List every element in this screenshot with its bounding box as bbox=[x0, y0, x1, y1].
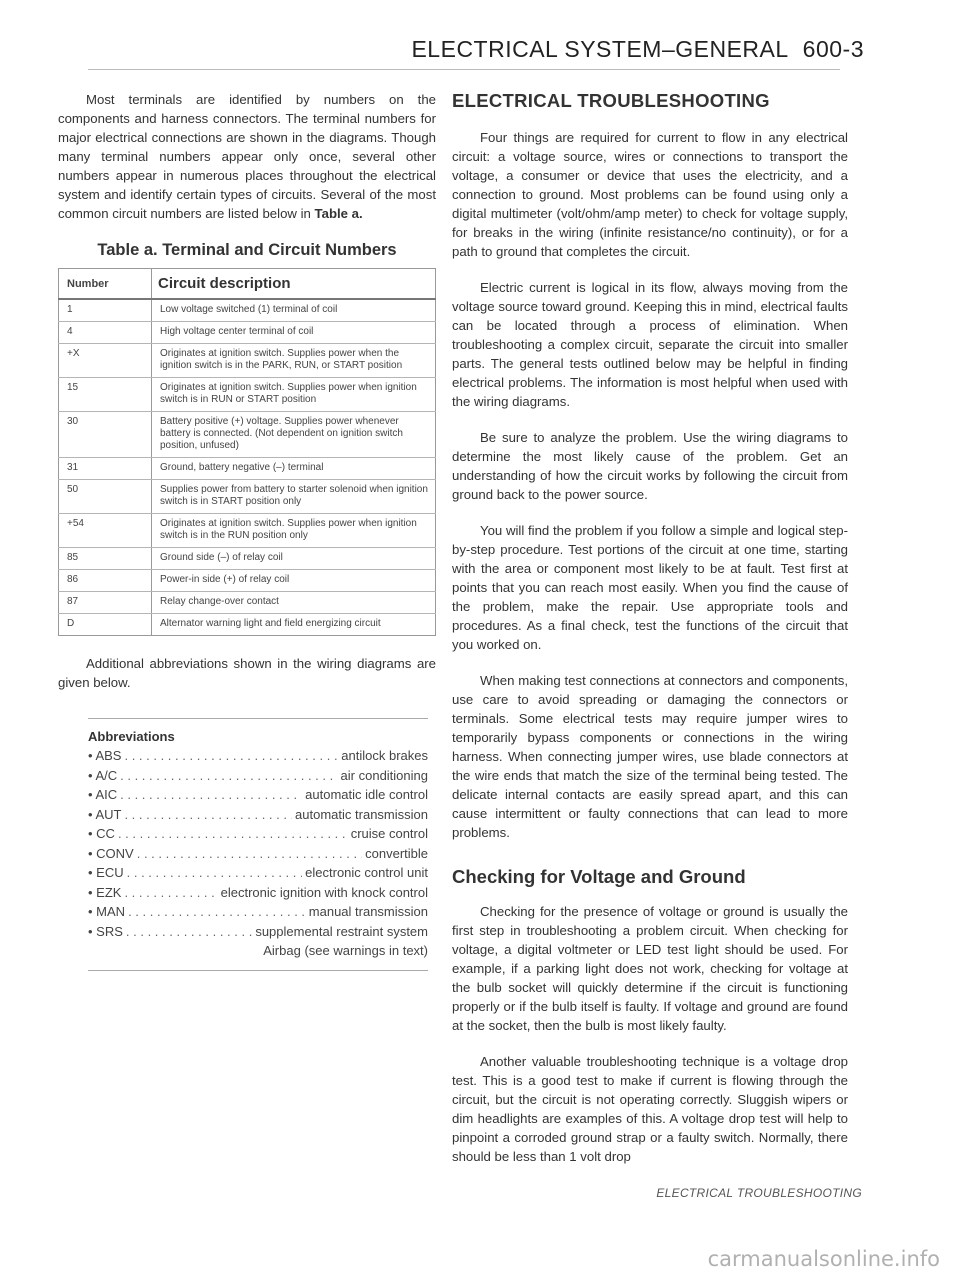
terminal-number: D bbox=[59, 614, 152, 636]
header-title: ELECTRICAL SYSTEM–GENERAL bbox=[411, 36, 789, 62]
abbreviation-item bbox=[88, 844, 428, 864]
abbreviation-value: electronic control unit bbox=[305, 865, 428, 880]
abbreviation-value: air conditioning bbox=[340, 767, 428, 783]
abbreviation-value: automatic idle control bbox=[305, 787, 428, 802]
abbreviation-key: • CONV bbox=[88, 845, 134, 861]
abbreviation-key: • A/C bbox=[88, 767, 118, 783]
table-body bbox=[59, 299, 436, 636]
table-row bbox=[59, 412, 436, 458]
paragraph-gap bbox=[452, 411, 848, 428]
abbreviation-item bbox=[88, 863, 428, 883]
header-rule bbox=[88, 69, 840, 70]
circuit-description: Low voltage switched (1) terminal of coil bbox=[152, 299, 436, 322]
abbreviation-item bbox=[88, 785, 428, 805]
circuit-description: Originates at ignition switch. Supplies power when ignition switch is in the RUN position only bbox=[152, 514, 436, 548]
abbreviation-continuation: Airbag (see warnings in text) bbox=[263, 943, 428, 958]
abbreviation-item bbox=[88, 883, 428, 903]
abbreviation-value: electronic ignition with knock control bbox=[220, 884, 428, 900]
intro-text: Most terminals are identified by numbers on the components and harness connectors. The terminal numbers for major electrical connections are shown in the diagrams. Though many terminal numbers appear only once, several other numbers appear in numerous places throughout the electrical system and identify certain types of circuits. Several of the most common circuit numbers are listed below in bbox=[58, 92, 436, 221]
terminal-number: 15 bbox=[59, 378, 152, 412]
abbreviation-value: convertible bbox=[365, 845, 428, 861]
abbreviation-value: supplemental restraint system bbox=[255, 923, 428, 939]
leader-dots bbox=[126, 922, 252, 942]
terminal-number: 1 bbox=[59, 299, 152, 322]
intro-table-ref: Table a. bbox=[314, 206, 363, 221]
paragraph-gap bbox=[452, 1035, 848, 1052]
circuit-description: Supplies power from battery to starter solenoid when ignition switch is in START position only bbox=[152, 480, 436, 514]
circuit-description: Originates at ignition switch. Supplies power when the ignition switch is in the PARK, RUN, or START position bbox=[152, 344, 436, 378]
abbreviation-intro: Additional abbreviations shown in the wiring diagrams are given below. bbox=[58, 656, 436, 690]
abbreviation-key: • ABS bbox=[88, 748, 122, 763]
table-row bbox=[59, 614, 436, 636]
circuit-description: Battery positive (+) voltage. Supplies power whenever battery is connected. (Not dependent on ignition switch position, unfused) bbox=[152, 412, 436, 458]
paragraph-gap bbox=[452, 261, 848, 278]
abbreviation-item bbox=[88, 922, 428, 942]
body-paragraph: When making test connections at connectors and components, use care to avoid spreading or damaging the connectors or terminals. Some electrical tests may require jumper wires to temporarily bypass components or connections in the wiring harness. When connecting jumper wires, use blade connectors at the wire ends that match the size of the terminal being tested. The delicate internal contacts are easily spread apart, and this can cause intermittent or faulty connections that can lead to more problems. bbox=[452, 673, 848, 840]
terminal-number: 30 bbox=[59, 412, 152, 458]
section-title: ELECTRICAL TROUBLESHOOTING bbox=[452, 90, 770, 111]
terminal-number: 50 bbox=[59, 480, 152, 514]
circuit-description: Alternator warning light and field energizing circuit bbox=[152, 614, 436, 636]
abbreviation-item bbox=[88, 746, 428, 766]
abbreviation-item bbox=[88, 805, 428, 825]
leader-dots bbox=[118, 824, 348, 844]
terminal-number: 87 bbox=[59, 592, 152, 614]
abbreviation-value: cruise control bbox=[350, 826, 428, 841]
body-paragraph: You will find the problem if you follow a simple and logical step-by-step procedure. Test portions of the circuit at one time, starting with the area or component most likely to be at fault. Test first at points that you can reach most easily. When you find the cause of the problem, make the repair. Use appropriate tools and procedures. As a final check, test the functions of the circuit that you worked on. bbox=[452, 523, 848, 652]
abbreviations-title: Abbreviations bbox=[88, 729, 175, 744]
body-paragraph: Another valuable troubleshooting technique is a voltage drop test. This is a good test to make if current is flowing through the circuit, but the circuit is not operating correctly. Sluggish wipers or dim headlights are examples of this. A voltage drop test will help to pinpoint a corroded ground strap or a faulty switch. Normally, there should be less than 1 volt drop bbox=[452, 1054, 848, 1164]
voltage-ground-paragraphs bbox=[452, 902, 848, 1166]
table-row bbox=[59, 514, 436, 548]
paragraph-gap bbox=[452, 654, 848, 671]
table-row bbox=[59, 344, 436, 378]
terminal-table bbox=[58, 268, 436, 636]
leader-dots bbox=[128, 902, 306, 922]
left-column bbox=[58, 90, 436, 971]
abbreviation-value: automatic transmission bbox=[295, 806, 428, 822]
circuit-description: Originates at ignition switch. Supplies power when ignition switch is in RUN or START position bbox=[152, 378, 436, 412]
abbreviations-top-rule bbox=[88, 718, 428, 719]
table-row bbox=[59, 299, 436, 322]
header-description: Circuit description bbox=[152, 269, 436, 300]
abbreviation-key: • EZK bbox=[88, 884, 122, 900]
circuit-description: Relay change-over contact bbox=[152, 592, 436, 614]
terminal-number: 4 bbox=[59, 322, 152, 344]
table-row bbox=[59, 322, 436, 344]
header-number: Number bbox=[59, 269, 152, 300]
leader-dots bbox=[124, 805, 292, 825]
right-column bbox=[452, 88, 848, 1166]
circuit-description: Ground side (–) of relay coil bbox=[152, 548, 436, 570]
leader-dots bbox=[137, 844, 362, 864]
table-row bbox=[59, 480, 436, 514]
table-row bbox=[59, 378, 436, 412]
running-header bbox=[411, 36, 864, 63]
circuit-description: High voltage center terminal of coil bbox=[152, 322, 436, 344]
abbreviation-item bbox=[88, 766, 428, 786]
circuit-description: Ground, battery negative (–) terminal bbox=[152, 458, 436, 480]
running-footer: ELECTRICAL TROUBLESHOOTING bbox=[656, 1186, 862, 1200]
terminal-number: 86 bbox=[59, 570, 152, 592]
abbreviation-item bbox=[88, 902, 428, 922]
table-header-row bbox=[59, 269, 436, 300]
terminal-number: +X bbox=[59, 344, 152, 378]
troubleshooting-paragraphs bbox=[452, 128, 848, 842]
table-row bbox=[59, 592, 436, 614]
page-number: 600-3 bbox=[802, 36, 864, 62]
abbreviation-key: • MAN bbox=[88, 904, 126, 919]
abbreviation-key: • SRS bbox=[88, 923, 123, 939]
table-row bbox=[59, 570, 436, 592]
abbreviation-key: • AIC bbox=[88, 787, 118, 802]
intro-paragraph bbox=[58, 90, 436, 223]
leader-dots bbox=[120, 766, 337, 786]
leader-dots bbox=[124, 746, 338, 766]
abbreviations-list bbox=[88, 746, 428, 941]
table-row bbox=[59, 548, 436, 570]
abbreviation-value: manual transmission bbox=[308, 904, 428, 919]
abbreviation-value: antilock brakes bbox=[341, 748, 428, 763]
paragraph-gap bbox=[452, 504, 848, 521]
subsection-title: Checking for Voltage and Ground bbox=[452, 866, 746, 887]
circuit-description: Power-in side (+) of relay coil bbox=[152, 570, 436, 592]
abbreviation-key: • CC bbox=[88, 826, 115, 841]
abbreviation-key: • ECU bbox=[88, 865, 124, 880]
site-watermark: carmanualsonline.info bbox=[707, 1247, 940, 1271]
body-paragraph: Checking for the presence of voltage or ground is usually the first step in troubleshooting a problem circuit. When checking for voltage, a digital voltmeter or LED test light should be used. For example, if a parking light does not work, checking for voltage at the bulb socket will quickly determine if the circuit is functioning properly or if the bulb itself is faulty. If voltage and ground are found at the socket, then the bulb is most likely faulty. bbox=[452, 904, 848, 1033]
abbreviations-box bbox=[88, 729, 428, 960]
abbreviation-key: • AUT bbox=[88, 806, 122, 822]
body-paragraph: Four things are required for current to flow in any electrical circuit: a voltage source, wires or connections to transport the voltage, a consumer or device that uses the electricity, and a connection to ground. Most problems can be found using only a digital multimeter (volt/ohm/amp meter) to check for voltage supply, for breaks in the wiring (infinite resistance/no continuity), or for a path to ground that completes the circuit. bbox=[452, 130, 848, 259]
table-title: Table a. Terminal and Circuit Numbers bbox=[97, 241, 397, 259]
abbreviations-bottom-rule bbox=[88, 970, 428, 971]
table-row bbox=[59, 458, 436, 480]
leader-dots bbox=[127, 863, 303, 883]
abbreviation-item bbox=[88, 824, 428, 844]
terminal-number: +54 bbox=[59, 514, 152, 548]
terminal-number: 31 bbox=[59, 458, 152, 480]
leader-dots bbox=[124, 883, 217, 903]
body-paragraph: Be sure to analyze the problem. Use the wiring diagrams to determine the most likely cause of the problem. Get an understanding of how the circuit works by following the circuit from ground back to the power source. bbox=[452, 430, 848, 502]
leader-dots bbox=[120, 785, 302, 805]
body-paragraph: Electric current is logical in its flow, always moving from the voltage source toward ground. Keeping this in mind, electrical faults can be located through a process of elimination. When troubleshooting a complex circuit, separate the circuit into smaller parts. The general tests outlined below may be helpful in finding electrical problems. The information is most helpful when used with the wiring diagrams. bbox=[452, 280, 848, 409]
terminal-number: 85 bbox=[59, 548, 152, 570]
